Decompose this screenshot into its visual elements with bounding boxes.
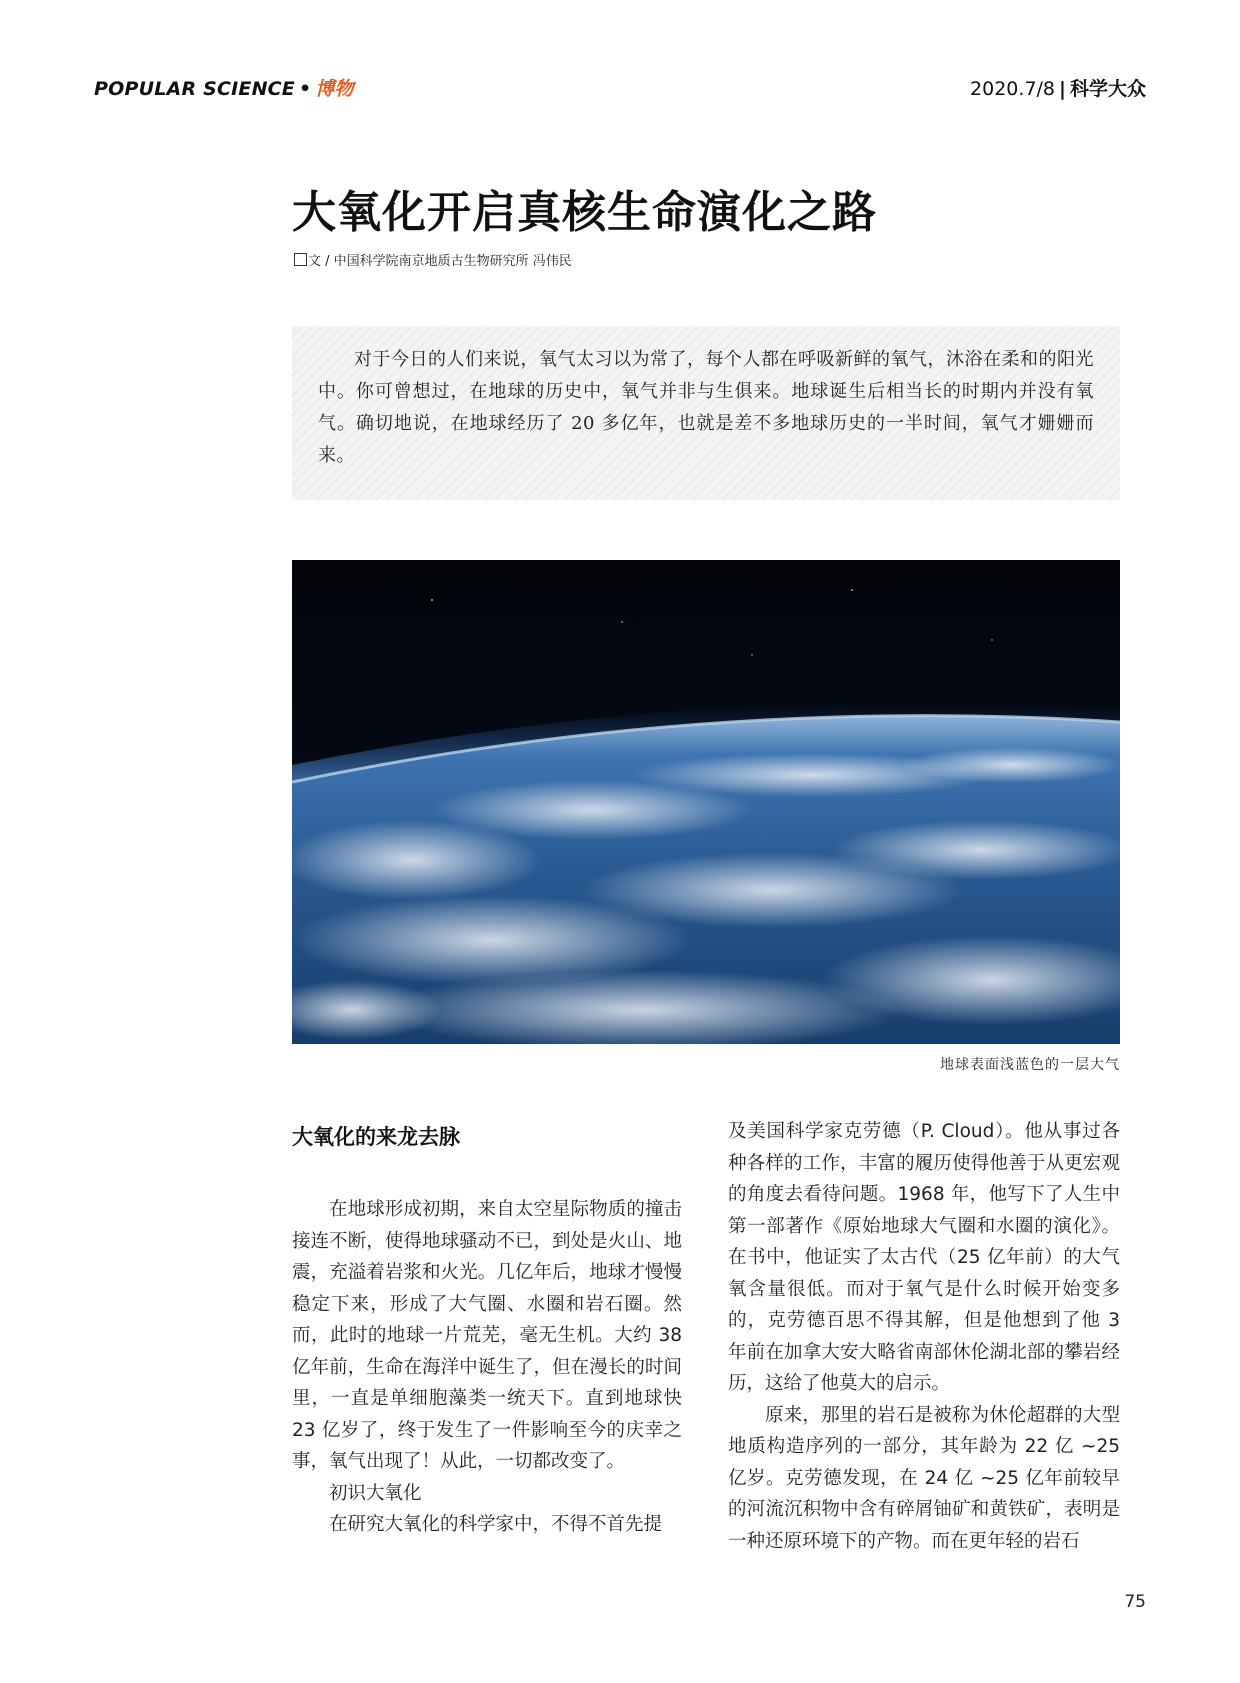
column-right <box>728 1116 1120 1557</box>
paragraph-2: 在研究大氧化的科学家中，不得不首先提 <box>329 1514 663 1535</box>
abstract-box <box>292 326 1120 500</box>
byline-text: 文 / 中国科学院南京地质古生物研究所 冯伟民 <box>308 254 572 269</box>
byline <box>294 250 572 269</box>
header-dot: • <box>299 78 312 100</box>
abstract-text: 对于今日的人们来说，氧气太习以为常了，每个人都在呼吸新鲜的氧气，沐浴在柔和的阳光中。你可曾想过，在地球的历史中，氧气并非与生俱来。地球诞生后相当长的时期内并没有氧气。确切地说，在地球经历了 20 多亿年，也就是差不多地球历史的一半时间，氧气才姗姗而来。 <box>318 349 1094 466</box>
photo-caption: 地球表面浅蓝色的一层大气 <box>940 1057 1120 1073</box>
byline-box-icon <box>294 253 307 266</box>
subheading: 初识大氧化 <box>329 1482 422 1504</box>
paragraph-1: 在地球形成初期，来自太空星际物质的撞击接连不断，使得地球骚动不已，到处是火山、地震，充溢着岩浆和火光。几亿年后，地球才慢慢稳定下来，形成了大气圈、水圈和岩石圈。然而，此时的地球一片荒芜，毫无生机。大约 38 亿年前，生命在海洋中诞生了，但在漫长的时间里，一直是单细胞藻类一统天下。直到地球快 23 亿岁了，终于发生了一件影响至今的庆幸之事，氧气出现了！从此，一切都改变了。 <box>292 1199 682 1472</box>
issue-date: 2020.7/8 <box>970 78 1056 100</box>
section-heading: 大氧化的来龙去脉 <box>292 1125 460 1149</box>
running-header-left <box>94 74 354 101</box>
magazine-name: 科学大众 <box>1069 78 1146 100</box>
article-title: 大氧化开启真核生命演化之路 <box>292 187 877 238</box>
column-left <box>292 1124 682 1541</box>
brand-name: POPULAR SCIENCE <box>94 78 295 100</box>
paragraph-4: 原来，那里的岩石是被称为休伦超群的大型地质构造序列的一部分，其年龄为 22 亿 ~25 亿岁。克劳德发现，在 24 亿 ~25 亿年前较早的河流沉积物中含有碎屑铀矿和黄铁矿，表明是一种还原环境下的产物。而在更年轻的岩石 <box>728 1404 1120 1552</box>
page-number: 75 <box>1124 1592 1146 1612</box>
earth-atmosphere-photo <box>292 560 1120 1044</box>
paragraph-3: 及美国科学家克劳德（P. Cloud）。他从事过各种各样的工作，丰富的履历使得他善于从更宏观的角度去看待问题。1968 年，他写下了人生中第一部著作《原始地球大气圈和水圈的演化》。在书中，他证实了太古代（25 亿年前）的大气氧含量很低。而对于氧气是什么时候开始变多的，克劳德百思不得其解，但是他想到了他 3 年前在加拿大安大略省南部休伦湖北部的攀岩经历，这给了他莫大的启示。 <box>728 1121 1120 1394</box>
running-header-right <box>970 74 1146 101</box>
section-name: 博物 <box>315 78 354 100</box>
header-separator: | <box>1059 78 1066 100</box>
